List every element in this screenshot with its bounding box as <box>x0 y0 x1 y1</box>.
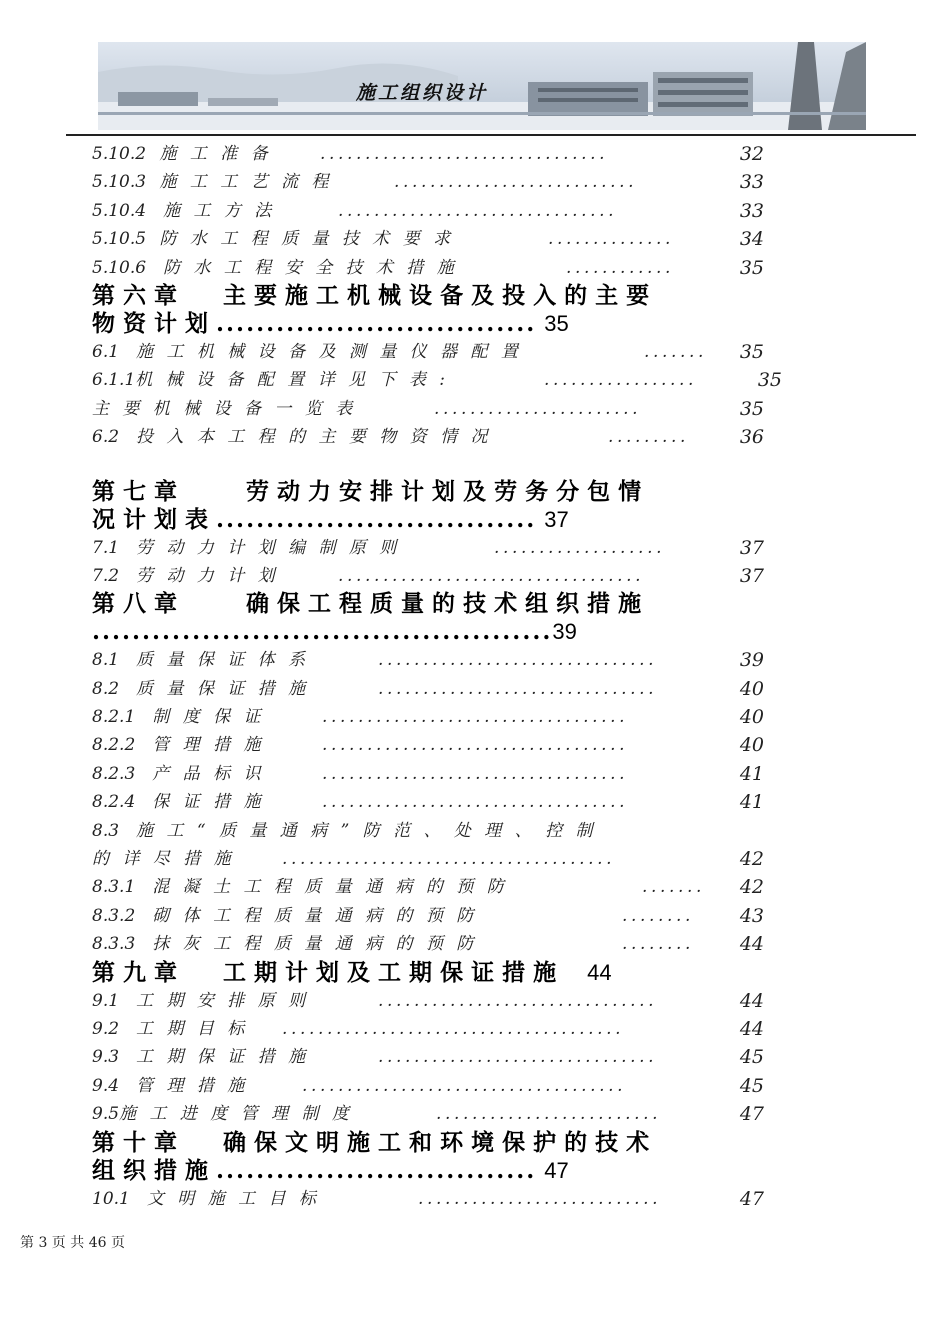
chapter-page: 35 <box>544 310 569 336</box>
entry-page: 34 <box>739 228 764 251</box>
entry-number: 5.10.2 <box>92 144 147 164</box>
entry-title: 劳 动 力 计 划 编 制 原 则 <box>136 537 397 558</box>
entry-title: 砌 体 工 程 质 量 通 病 的 预 防 <box>152 905 474 926</box>
toc-entry[interactable] <box>92 1015 782 1043</box>
entry-page: 35 <box>757 369 782 392</box>
entry-page: 45 <box>739 1074 764 1097</box>
chapter-entry[interactable] <box>92 282 782 338</box>
entry-number: 9.2 <box>92 1018 120 1039</box>
chapter-page: 44 <box>587 959 612 985</box>
toc-entry[interactable] <box>92 873 782 901</box>
entry-page: 45 <box>739 1046 764 1069</box>
chapter-title-line1: 第 十 章 确 保 文 明 施 工 和 环 境 保 护 的 技 术 <box>92 1128 650 1156</box>
entry-number: 8.2.3 <box>92 763 136 784</box>
toc-entry[interactable] <box>92 675 782 703</box>
chapter-title-line2: 组 织 措 施 <box>92 1156 209 1184</box>
entry-page: 44 <box>739 989 764 1012</box>
toc-entry[interactable] <box>92 1043 782 1071</box>
entry-page: 35 <box>739 340 764 363</box>
entry-page: 40 <box>739 677 764 700</box>
entry-title: 质 量 保 证 措 施 <box>136 678 306 699</box>
chapter-title-line1: 第 八 章 确 保 工 程 质 量 的 技 术 组 织 措 施 <box>92 590 642 618</box>
entry-number: 7.2 <box>92 565 120 586</box>
entry-title: 工 期 安 排 原 则 <box>136 990 306 1011</box>
entry-page: 36 <box>739 426 764 449</box>
toc-entry[interactable] <box>92 140 782 168</box>
entry-page: 32 <box>739 143 764 165</box>
toc-entry[interactable] <box>92 395 782 423</box>
entry-title: 劳 动 力 计 划 <box>136 565 275 586</box>
dot-leader: ....... <box>644 341 708 362</box>
entry-page: 42 <box>739 848 764 871</box>
entry-page: 33 <box>739 171 764 194</box>
entry-title: 施 工 进 度 管 理 制 度 <box>119 1104 349 1125</box>
entry-title: 投 入 本 工 程 的 主 要 物 资 情 况 <box>136 427 488 448</box>
chapter-entry[interactable] <box>92 959 782 987</box>
entry-title: 混 凝 土 工 程 质 量 通 病 的 预 防 <box>152 877 504 898</box>
dot-leader: .................................... <box>302 1075 627 1096</box>
entry-title: 产 品 标 识 <box>152 763 261 784</box>
toc-entry[interactable] <box>92 225 782 253</box>
dot-leader: ........ <box>622 934 695 955</box>
dot-leader: ............................... <box>378 678 658 699</box>
chapter-title-line2: 况 计 划 表 <box>92 505 209 533</box>
header-rule <box>66 134 916 136</box>
chapter-entry[interactable] <box>92 1129 782 1185</box>
dot-leader: ................................ <box>320 144 609 164</box>
entry-page: 35 <box>739 397 764 420</box>
dot-leader: ............ <box>566 257 675 278</box>
toc-entry[interactable] <box>92 1072 782 1100</box>
entry-page: 37 <box>739 564 764 587</box>
entry-number: 7.1 <box>92 537 120 558</box>
entry-number: 5.10.5 <box>92 229 147 250</box>
entry-number: 8.1 <box>92 650 120 671</box>
entry-page: 47 <box>739 1103 764 1126</box>
entry-number: 8.3 <box>92 820 120 841</box>
entry-page: 37 <box>739 536 764 559</box>
dot-leader: .................................. <box>338 565 645 586</box>
entry-page: 41 <box>739 762 764 785</box>
chapter-page: 47 <box>544 1157 569 1183</box>
toc-entry[interactable] <box>92 902 782 930</box>
dot-leader: ............................... <box>338 200 618 221</box>
entry-page: 41 <box>739 791 764 814</box>
entry-number: 5.10.4 <box>92 200 147 221</box>
chapter-title-line1: 第 九 章 工 期 计 划 及 工 期 保 证 措 施 <box>92 958 557 986</box>
toc-entry[interactable] <box>92 423 782 451</box>
entry-number: 8.2.1 <box>92 707 136 728</box>
dot-leader: ........................... <box>418 1188 662 1209</box>
entry-number: 8.3.2 <box>92 905 136 926</box>
toc-entry[interactable] <box>92 760 782 788</box>
dot-leader: ............................... <box>378 650 658 671</box>
toc-entry[interactable] <box>92 366 782 394</box>
table-of-contents <box>92 140 782 1213</box>
entry-title: 主 要 机 械 设 备 一 览 表 <box>92 398 353 419</box>
toc-entry[interactable] <box>92 703 782 731</box>
entry-number: 5.10.6 <box>92 257 147 278</box>
chapter-entry[interactable] <box>92 478 782 534</box>
dot-leader: ..................................... <box>282 849 616 870</box>
toc-entry[interactable] <box>92 845 782 873</box>
dot-leader: ......................... <box>436 1104 662 1125</box>
entry-number: 6.2 <box>92 427 120 448</box>
entry-number: 10.1 <box>92 1188 130 1209</box>
entry-number: 8.2.2 <box>92 735 136 756</box>
entry-title: 防 水 工 程 安 全 技 术 措 施 <box>163 257 454 278</box>
toc-entry[interactable] <box>92 788 782 816</box>
chapter-page: 39 <box>552 619 577 645</box>
chapter-title-line1: 第 七 章 劳 动 力 安 排 计 划 及 劳 务 分 包 情 <box>92 477 642 505</box>
entry-page: 43 <box>739 904 764 927</box>
entry-title: 抹 灰 工 程 质 量 通 病 的 预 防 <box>152 934 474 955</box>
entry-page: 40 <box>739 734 764 757</box>
entry-number: 9.4 <box>92 1075 120 1096</box>
chapter-entry[interactable] <box>92 590 782 646</box>
dot-leader: ........................... <box>394 172 638 193</box>
dot-leader: ...................................... <box>282 1018 625 1039</box>
dot-leader: ................................ <box>216 505 537 533</box>
toc-entry[interactable] <box>92 254 782 282</box>
toc-entry[interactable] <box>92 930 782 958</box>
toc-entry[interactable] <box>92 168 782 196</box>
entry-title: 防 水 工 程 质 量 技 术 要 求 <box>159 229 451 250</box>
entry-title: 工 期 目 标 <box>136 1018 245 1039</box>
toc-entry[interactable] <box>92 562 782 590</box>
toc-entry[interactable] <box>92 987 782 1015</box>
toc-entry[interactable] <box>92 1100 782 1128</box>
entry-title: 质 量 保 证 体 系 <box>136 650 306 671</box>
entry-number: 8.2.4 <box>92 792 136 813</box>
dot-leader: ................................ <box>216 309 537 337</box>
entry-number: 8.3.1 <box>92 877 136 898</box>
entry-page: 47 <box>739 1187 764 1210</box>
dot-leader: ............................... <box>378 1047 658 1068</box>
entry-page: 44 <box>739 933 764 956</box>
entry-page: 33 <box>739 199 764 222</box>
entry-number: 8.2 <box>92 678 120 699</box>
dot-leader: ................... <box>494 537 666 558</box>
chapter-title-line1: 第 六 章 主 要 施 工 机 械 设 备 及 投 入 的 主 要 <box>92 281 650 309</box>
entry-number: 5.10.3 <box>92 172 147 193</box>
entry-number: 6.1.1 <box>92 370 136 391</box>
dot-leader: .................................. <box>322 735 629 756</box>
header-title: 施工组织设计 <box>356 82 489 104</box>
dot-leader: .................................. <box>322 707 629 728</box>
entry-title: 施 工 工 艺 流 程 <box>159 172 329 193</box>
chapter-page: 37 <box>544 506 569 532</box>
toc-entry[interactable] <box>92 646 782 674</box>
dot-leader: ....... <box>642 877 706 898</box>
entry-title: 文 明 施 工 目 标 <box>146 1188 316 1209</box>
entry-number: 9.1 <box>92 990 120 1011</box>
toc-entry[interactable] <box>92 1185 782 1213</box>
entry-title: 工 期 保 证 措 施 <box>136 1047 306 1068</box>
dot-leader: ............................... <box>378 990 658 1011</box>
dot-leader: ......... <box>608 427 690 448</box>
entry-title: 的 详 尽 措 施 <box>92 849 231 870</box>
entry-title: 施 工 机 械 设 备 及 测 量 仪 器 配 置 <box>136 341 518 362</box>
toc-entry[interactable] <box>92 197 782 225</box>
dot-leader: .............. <box>548 229 675 250</box>
toc-entry[interactable] <box>92 731 782 759</box>
entry-number: 9.5 <box>92 1104 120 1125</box>
entry-title: 制 度 保 证 <box>152 707 261 728</box>
dot-leader: ........ <box>622 905 695 926</box>
entry-page: 42 <box>739 876 764 899</box>
toc-entry[interactable] <box>92 338 782 366</box>
dot-leader: ................................ <box>216 1156 537 1184</box>
dot-leader: .................................. <box>322 763 629 784</box>
entry-number: 9.3 <box>92 1047 120 1068</box>
entry-number: 6.1 <box>92 341 120 362</box>
entry-page: 35 <box>739 256 764 279</box>
dot-leader: .................................. <box>322 792 629 813</box>
entry-title: 机 械 设 备 配 置 详 见 下 表 : <box>135 370 446 391</box>
entry-title: 施 工 准 备 <box>159 144 268 164</box>
entry-title: 管 理 措 施 <box>152 735 261 756</box>
entry-title: 施 工 “ 质 量 通 病 ” 防 范 、 处 理 、 控 制 <box>136 820 593 841</box>
entry-title: 保 证 措 施 <box>152 792 261 813</box>
entry-number: 8.3.3 <box>92 934 136 955</box>
header-banner <box>98 42 866 130</box>
dot-leader: .............................................. <box>92 618 553 646</box>
entry-title: 施 工 方 法 <box>163 200 272 221</box>
entry-title: 管 理 措 施 <box>136 1075 245 1096</box>
entry-page: 40 <box>739 706 764 729</box>
entry-page: 39 <box>739 649 764 672</box>
dot-leader: ....................... <box>434 398 642 419</box>
toc-entry[interactable] <box>92 534 782 562</box>
page-footer: 第 3 页 共 46 页 <box>20 1235 125 1251</box>
dot-leader: ................. <box>544 370 698 391</box>
entry-page: 44 <box>739 1017 764 1040</box>
toc-entry[interactable] <box>92 817 782 845</box>
chapter-title-line2: 物 资 计 划 <box>92 309 209 337</box>
